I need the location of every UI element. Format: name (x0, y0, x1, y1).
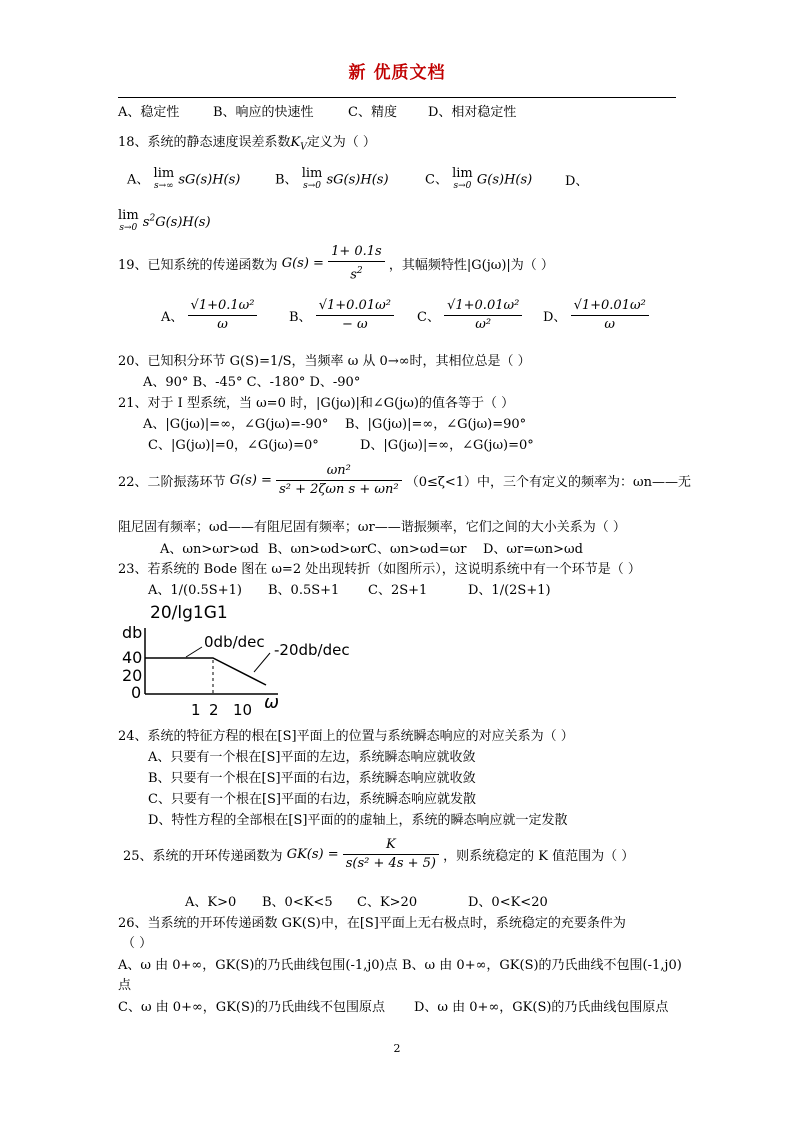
q26-option-c: C、ω 由 0+∞，GK(S)的乃氏曲线不包围原点 (118, 1000, 385, 1015)
q25-option-c: C、K>20 (357, 895, 418, 910)
bode-plot-figure (118, 598, 378, 718)
q24-option-a: A、只要有一个根在[S]平面的左边，系统瞬态响应就收敛 (148, 750, 476, 765)
q19-option-d: D、 $\frac{\text{√1+0.01ω²}}{\omega}$ (543, 297, 649, 334)
q21-stem: 21、对于 I 型系统，当 ω=0 时，|G(jω)|和∠G(jω)的值各等于（ ） (118, 396, 515, 411)
header-rule (118, 97, 676, 98)
q26-option-d: D、ω 由 0+∞，GK(S)的乃氏曲线包围原点 (414, 1000, 669, 1015)
q17-option-b: B、响应的快速性 (213, 105, 314, 120)
q24-option-d: D、特性方程的全部根在[S]平面的的虚轴上，系统的瞬态响应就一定发散 (148, 813, 568, 828)
q17-option-d: D、相对稳定性 (428, 105, 517, 120)
q22-option-a: A、ωn>ωr>ωd (160, 542, 259, 557)
bode-ann2-leader (254, 653, 270, 672)
bode-title: 20/lg1G1 (150, 603, 228, 623)
q25-option-b: B、0<K<5 (262, 895, 333, 910)
bode-y-tick-40: 40 (122, 648, 143, 667)
q20-options: A、90° B、-45° C、-180° D、-90° (143, 375, 361, 390)
q18-option-c: C、 lim s→0 G(s)H(s) (425, 166, 533, 191)
page-number: 2 (393, 1042, 401, 1055)
bode-x-tick-1: 1 (191, 701, 201, 718)
q23-option-b: B、0.5S+1 (268, 583, 340, 598)
q22-stem: 22、二阶振荡环节 G(s) = $\frac{\text{ωn²}}{\text{s² + 2ζωn s + ωn²}}$ （0≤ζ<1）中，三个有定义的频率为：ωn——无 (118, 463, 692, 497)
bode-magnitude-curve (145, 658, 266, 685)
q21-option-a: A、|G(jω)|=∞，∠G(jω)=-90° (143, 417, 329, 432)
bode-x-label: ω (264, 692, 280, 713)
q21-option-b: B、|G(jω)|=∞，∠G(jω)=90° (345, 417, 527, 432)
q24-option-c: C、只要有一个根在[S]平面的右边，系统瞬态响应就发散 (148, 792, 476, 807)
q23-option-a: A、1/(0.5S+1) (148, 583, 242, 598)
q23-option-c: C、2S+1 (368, 583, 428, 598)
bode-y-tick-20: 20 (122, 666, 143, 685)
q23-option-d: D、1/(2S+1) (468, 583, 551, 598)
q26-option-a: A、ω 由 0+∞，GK(S)的乃氏曲线包围(-1,j0)点 (118, 958, 398, 973)
q19-option-c: C、 $\frac{\text{√1+0.01ω²}}{\text{ω²}}$ (417, 297, 522, 334)
q24-stem: 24、系统的特征方程的根在[S]平面上的位置与系统瞬态响应的对应关系为（ ） (118, 729, 574, 744)
q22-option-b: B、ωn>ωd>ωr (268, 542, 368, 557)
q18-option-d-label: D、 (565, 174, 589, 189)
q21-option-c: C、|G(jω)|=0，∠G(jω)=0° (148, 438, 319, 453)
q18-option-a: A、 lim s→∞ sG(s)H(s) (127, 166, 241, 191)
q22-option-d: D、ωr=ωn>ωd (483, 542, 583, 557)
q19-option-b: B、 $\frac{\text{√1+0.01ω²}}{- \omega}$ (289, 297, 394, 334)
q19-option-a: A、 $\frac{\text{√1+0.1ω²}}{\omega}$ (161, 297, 257, 334)
q18-stem: 18、系统的静态速度误差系数$K_V$定义为（ ） (118, 135, 376, 153)
page-header: 新 优质文档 (348, 63, 446, 83)
q25-stem: 25、系统的开环传递函数为 GK(s) = $\frac{K}{\text{s(s² + 4s + 5)}}$ ，则系统稳定的 K 值范围为（ ） (123, 837, 635, 871)
bode-y-tick-0: 0 (131, 683, 142, 702)
q26-stem: 26、当系统的开环传递函数 GK(S)中，在[S]平面上无右极点时，系统稳定的充要条件为 (118, 916, 626, 931)
q17-option-c: C、精度 (348, 105, 397, 120)
q20-stem: 20、已知积分环节 G(S)=1/S，当频率 ω 从 0→∞时，其相位总是（ ） (118, 354, 531, 369)
q17-option-a: A、稳定性 (118, 105, 180, 120)
q18-option-b: B、 lim s→0 sG(s)H(s) (275, 166, 389, 191)
q22-line2: 阻尼固有频率；ωd——有阻尼固有频率；ωr——谐振频率，它们之间的大小关系为（ ） (118, 520, 626, 535)
q19-stem: 19、已知系统的传递函数为 G(s) = $\frac{1+ 0.1s}{s^2}$ ，其幅频特性|G(jω)|为（ ） (118, 244, 554, 283)
bode-y-label: db (122, 623, 143, 642)
q25-option-d: D、0<K<20 (468, 895, 548, 910)
bode-ann1-leader (186, 647, 202, 657)
bode-annotation-0db: 0db/dec (204, 633, 265, 651)
q25-option-a: A、K>0 (185, 895, 237, 910)
bode-x-tick-2: 2 (209, 701, 219, 718)
bode-x-tick-10: 10 (233, 701, 253, 718)
bode-annotation-20db: -20db/dec (274, 641, 350, 659)
q22-option-c: C、ωn>ωd=ωr (367, 542, 467, 557)
q23-stem: 23、若系统的 Bode 图在 ω=2 处出现转折（如图所示），这说明系统中有一个环节是（ ） (118, 562, 641, 577)
q26-stem-bracket: （ ） (122, 936, 153, 951)
q26-option-b-cont: 点 (118, 978, 132, 993)
q24-option-b: B、只要有一个根在[S]平面的右边，系统瞬态响应就收敛 (148, 771, 476, 786)
q26-option-b: B、ω 由 0+∞，GK(S)的乃氏曲线不包围(-1,j0) (402, 958, 682, 973)
q18-option-d: lim s→0 $s^2G(s)H(s)$ (118, 208, 211, 233)
q21-option-d: D、|G(jω)|=∞，∠G(jω)=0° (360, 438, 534, 453)
